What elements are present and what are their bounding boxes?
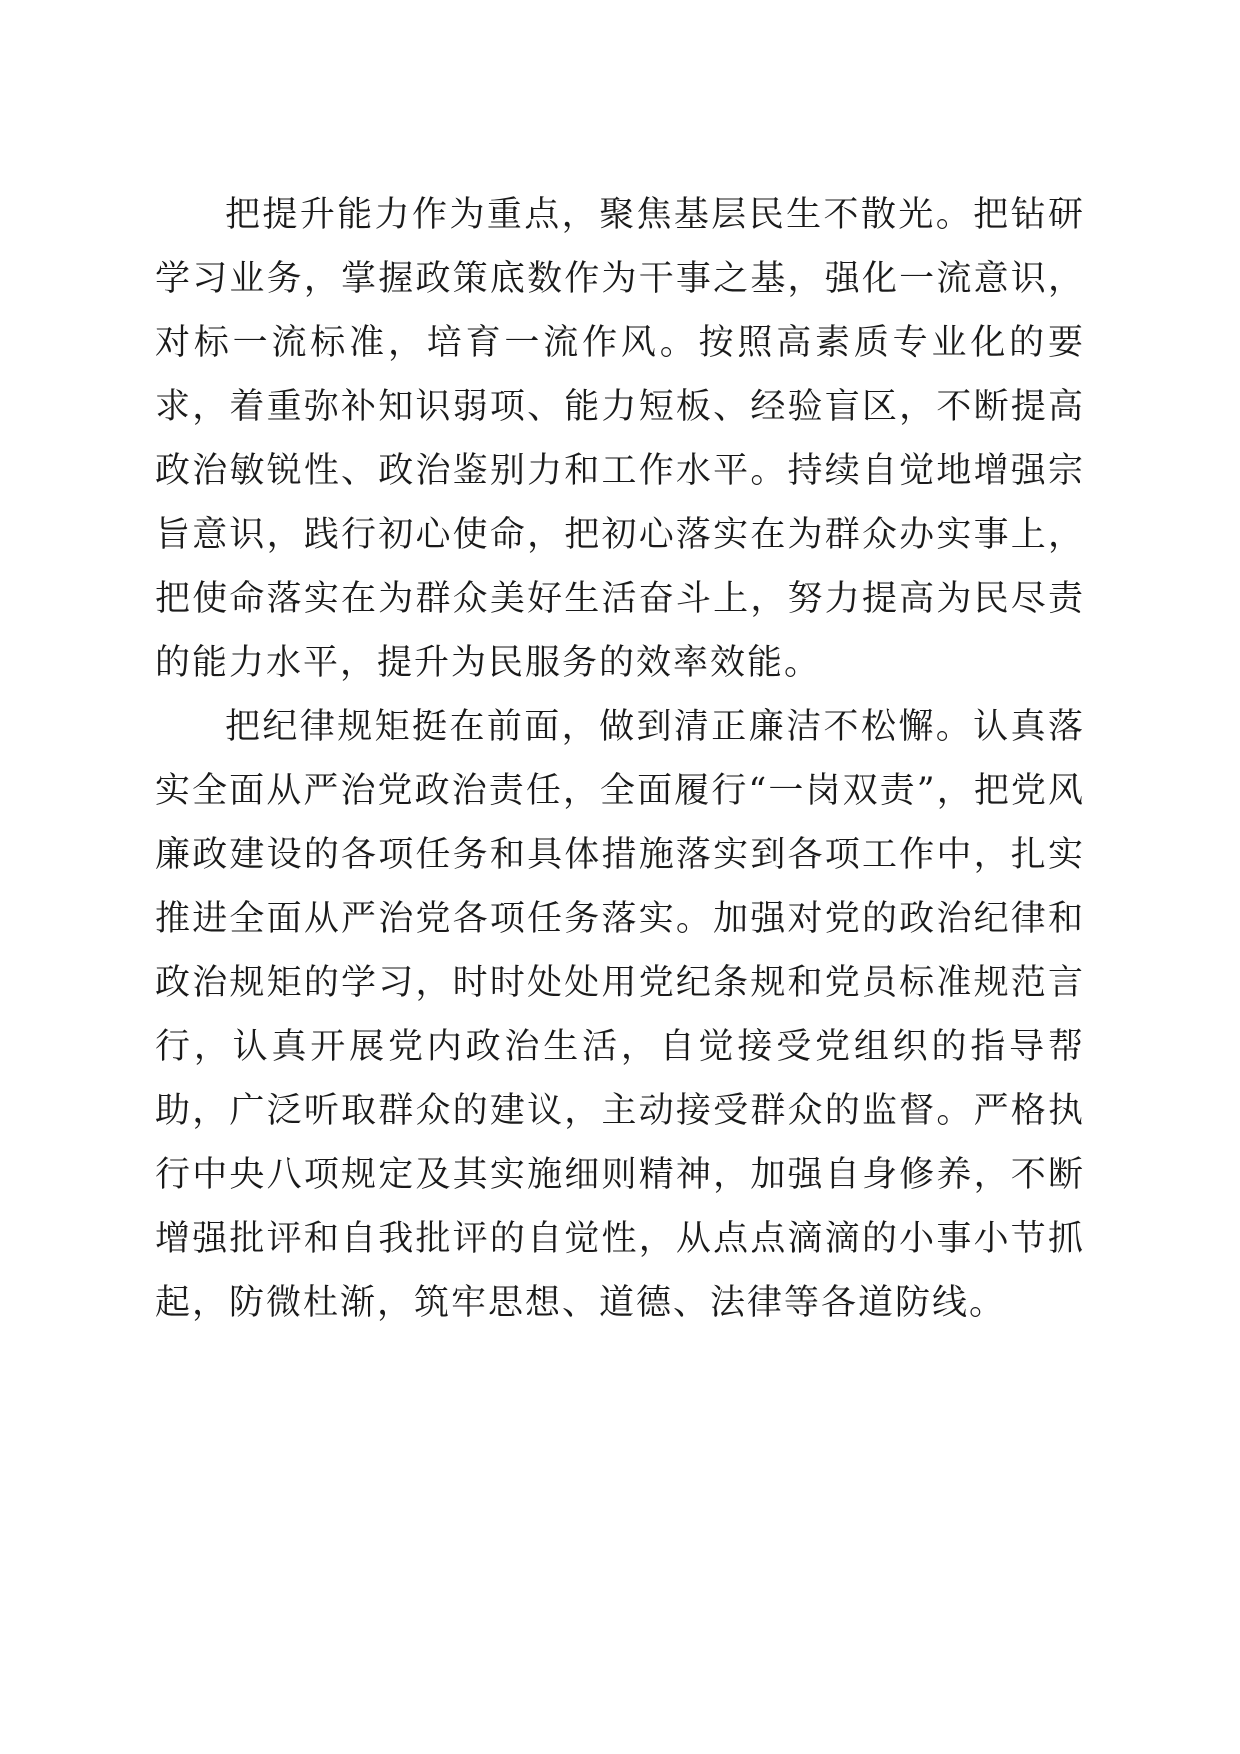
document-body xyxy=(155,183,1085,1335)
paragraph-discipline: 把纪律规矩挺在前面，做到清正廉洁不松懈。认真落实全面从严治党政治责任，全面履行“一岗双责”，把党风廉政建设的各项任务和具体措施落实到各项工作中，扎实推进全面从严治党各项任务落实。加强对党的政治纪律和政治规矩的学习，时时处处用党纪条规和党员标准规范言行，认真开展党内政治生活，自觉接受党组织的指导帮助，广泛听取群众的建议，主动接受群众的监督。严格执行中央八项规定及其实施细则精神，加强自身修养，不断增强批评和自我批评的自觉性，从点点滴滴的小事小节抓起，防微杜渐，筑牢思想、道德、法律等各道防线。 xyxy=(155,707,1085,1323)
paragraph-capability: 把提升能力作为重点，聚焦基层民生不散光。把钻研学习业务，掌握政策底数作为干事之基，强化一流意识，对标一流标准，培育一流作风。按照高素质专业化的要求，着重弥补知识弱项、能力短板、经验盲区，不断提高政治敏锐性、政治鉴别力和工作水平。持续自觉地增强宗旨意识，践行初心使命，把初心落实在为群众办实事上，把使命落实在为群众美好生活奋斗上，努力提高为民尽责的能力水平，提升为民服务的效率效能。 xyxy=(155,195,1085,683)
